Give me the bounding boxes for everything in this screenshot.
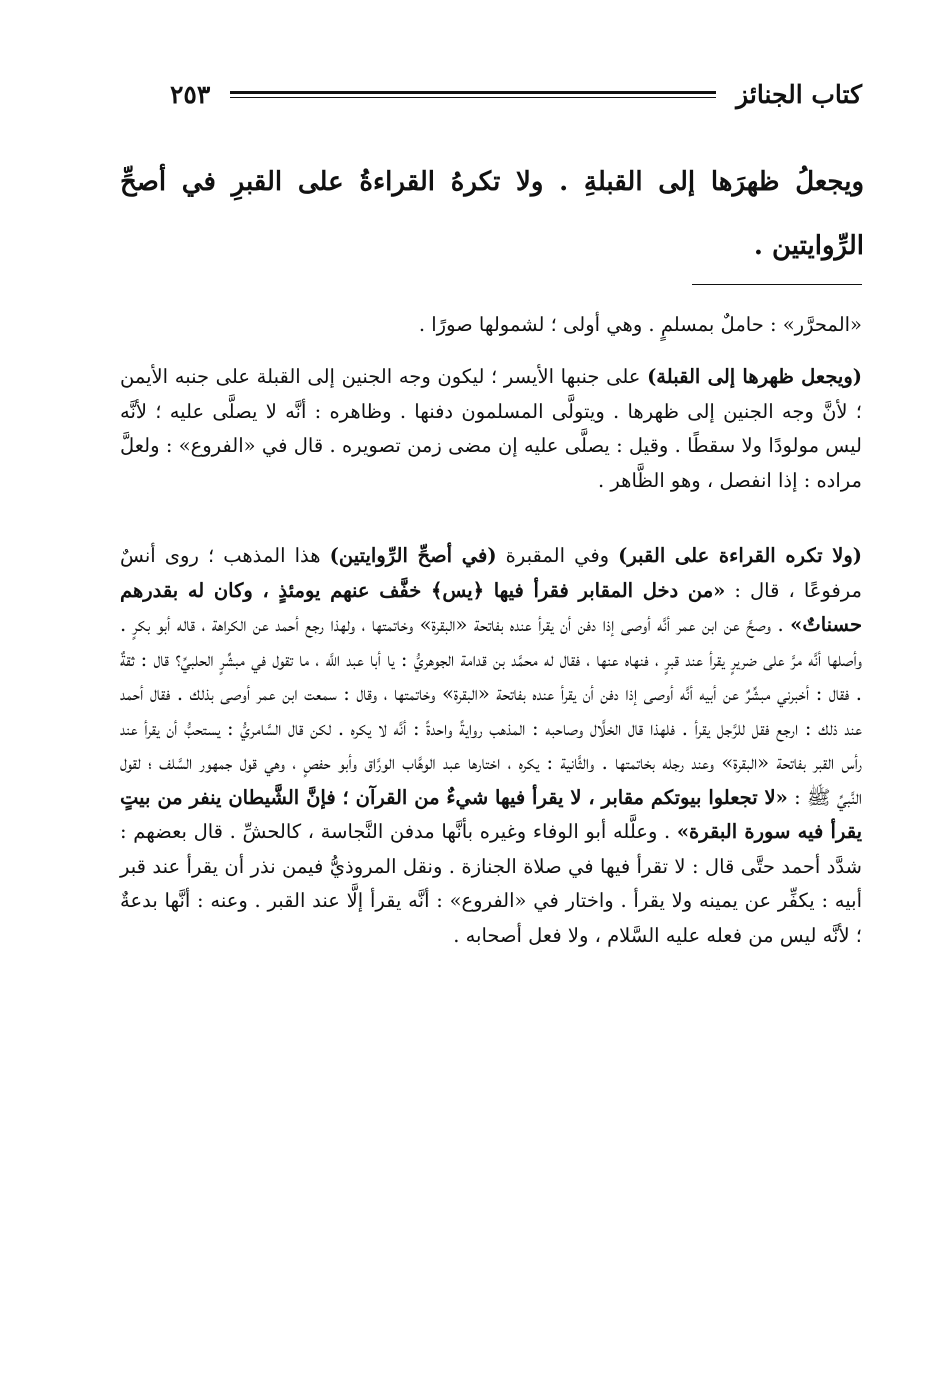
commentary-paragraph-2 (120, 360, 862, 498)
hadith-quote: «لا تجعلوا بيوتكم مقابر ، لا يقرأ فيها شيءٌ من القرآن ؛ فإنَّ الشَّيطان ينفر من بيتٍ يقرأ فيه سورة البقرة» (120, 785, 863, 843)
commentary-text: على جنبها الأيسر ؛ ليكون وجه الجنين إلى القبلة على جنبه الأيمن ؛ لأنَّ وجه الجنين إلى ظهرها . ويتولَّى المسلمون دفنها . وظاهره : أنَّه لا يصلَّى عليه ؛ لأنَّه ليس مولودًا ولا سقطًا . وقيل : يصلَّى عليه إن مضى زمن تصويره . قال في «الفروع» : ولعلَّ مراده : إذا انفصل ، وهو الظَّاهر . (120, 365, 862, 492)
header-rule (230, 91, 716, 98)
main-text: ويجعلُ ظهرَها إلى القبلةِ . ولا تكرهُ القراءةُ على القبرِ في أصحِّ الرِّوايتين . (120, 167, 864, 261)
commentary-text: . وعلَّله أبو الوفاء وغيره بأنَّها مدفن النَّجاسة ، كالحشِّ . قال بعضهم : شدَّد أحمد حتَّى قال : لا تقرأ فيها في صلاة الجنازة . ونقل المروذيُّ فيمن نذر أن يقرأ عند قبر أبيه : يكفِّر عن يمينه ولا يقرأ . واختار في «الفروع» : أنَّه يقرأ إلَّا عند القبر . وعنه : أنَّها بدعةٌ ؛ لأنَّه ليس من فعله عليه السَّلام ، ولا فعل أصحابه . (120, 820, 862, 947)
commentary-quote: (ولا تكره القراءة على القبر) (618, 544, 862, 567)
commentary-text: وفي المقبرة (496, 544, 619, 567)
commentary-paragraph-3 (120, 539, 862, 953)
commentary-text: . وصحَّ عن ابن عمر أنَّه أوصى إذا دفن أن يقرأ عنده بفاتحة «البقرة» وخاتمتها ، ولهذا رجع أحمد عن الكراهة ، قاله أبو بكرٍ . وأصلها أنَّه مرَّ على ضريرٍ يقرأ عند قبرٍ ، فنهاه عنها ، فقال له محمَّد بن قدامة الجوهريُّ : يا أبا عبد اللَّه ، ما تقول في مبشِّرٍ الحلبيِّ؟ قال : ثقةٌ . فقال : أخبرني مبشِّرٌ عن أبيه أنَّه أوصى إذا دفن أن يقرأ عنده بفاتحة «البقرة» وخاتمتها ، وقال : سمعت ابن عمر أوصى بذلك . فقال أحمد عند ذلك : ارجع فقل للرَّجل يقرأ . فلهذا قال الخلَّال وصاحبه : المذهب روايةً واحدةً : أنَّه لا يكره . لكن قال السَّامريُّ : يستحبُّ أن يقرأ عند رأس القبر بفاتحة «البقرة» وعند رجله بخاتمتها . والثَّانية : يكره ، اختارها عبد الوهَّاب الورَّاق وأبو حفصٍ ، وهي قول جمهور السَّلف ؛ لقول النَّبيِّ ﷺ : (120, 613, 862, 809)
commentary-text: هذا المذهب ؛ روى أنسٌ مرفوعًا ، قال : (120, 544, 862, 602)
commentary-quote: (ويجعل ظهرها إلى القبلة) (647, 365, 862, 388)
commentary-paragraph-1: «المحرَّر» : حاملٌ بمسلمٍ . وهي أولى ؛ لشمولها صورًا . (418, 313, 862, 336)
running-header (170, 72, 862, 116)
footnote-divider (692, 284, 862, 285)
commentary-quote: (في أصحِّ الرِّوايتين) (329, 544, 497, 567)
chapter-title: كتاب الجنائز (736, 79, 862, 109)
hadith-quote: «من دخل المقابر فقرأ فيها ﴿يس﴾ خفَّف عنهم يومئذٍ ، وكان له بقدرهم حسناتٌ» (120, 578, 862, 636)
page-number: ٢٥٣ (170, 79, 211, 109)
